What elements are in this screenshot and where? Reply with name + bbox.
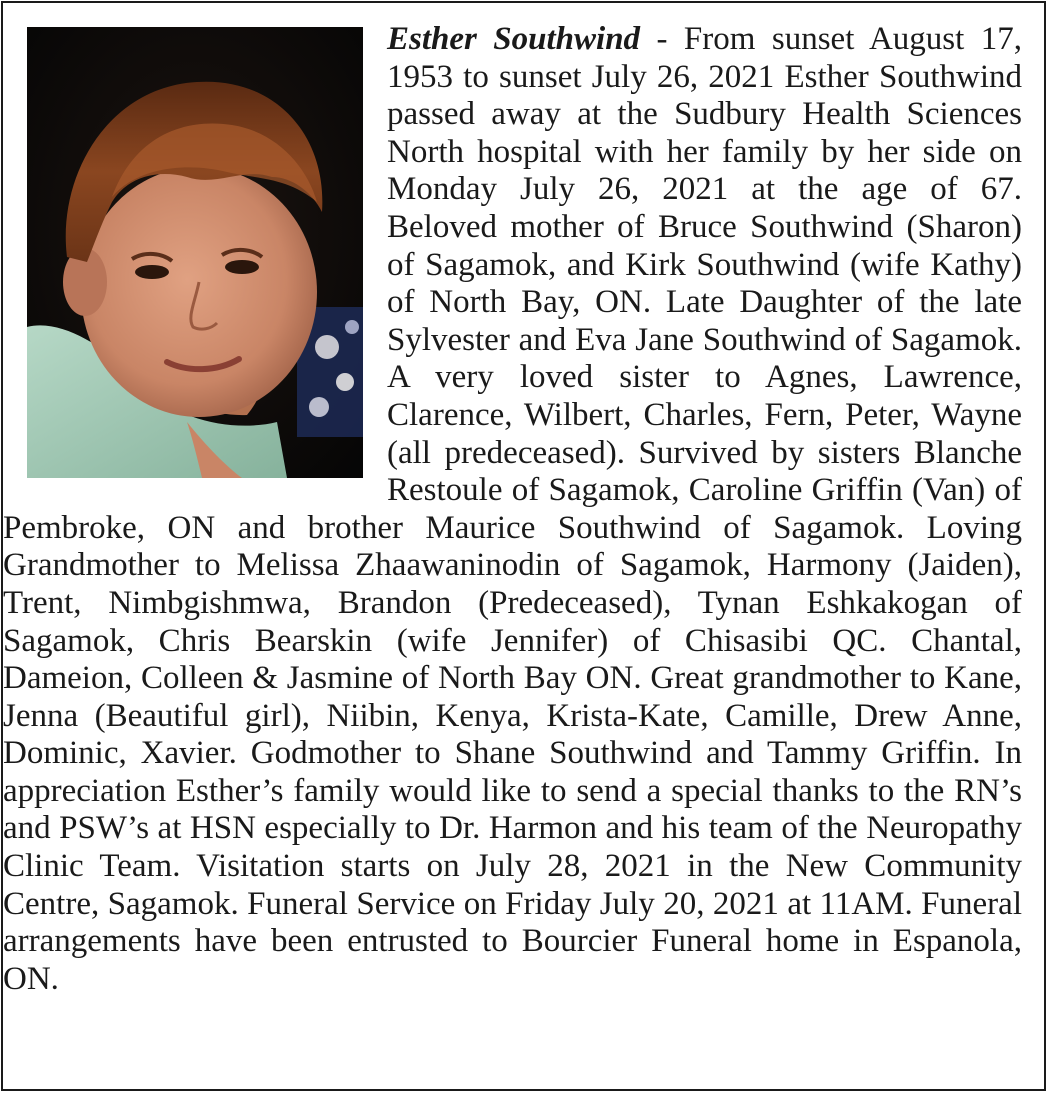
deceased-name: Esther Southwind [387, 21, 641, 57]
portrait-photo [27, 27, 363, 478]
portrait-illustration [27, 27, 363, 478]
obituary-body: From sunset August 17, 1953 to sunset July 26, 2021 Esther Southwind passed away at the Sudbury Health Sciences North hospital with her family by her side on Monday July 26, 2021 at the age of 67. Beloved mother of Bruce Southwind (Sharon) of Sagamok, and Kirk Southwind (wife Kathy) of North Bay, ON. Late Daughter of the late Sylvester and Eva Jane Southwind of Sagamok. A very loved sister to Agnes, Lawrence, Clarence, Wilbert, Charles, Fern, Peter, Wayne (all predeceased). Survived by sisters Blanche Restoule of Sagamok, Caroline Griffin (Van) of Pembroke, ON and brother Maurice Southwind of Sagamok. Loving Grandmother to Melissa Zhaawaninodin of Sagamok, Harmony (Jaiden), Trent, Nimbgishmwa, Brandon (Predeceased), Tynan Eshkakogan of Sagamok, Chris Bearskin (wife Jennifer) of Chisasibi QC. Chantal, Dameion, Colleen & Jasmine of North Bay ON. Great grandmother to Kane, Jenna (Beautiful girl), Niibin, Kenya, Krista-Kate, Camille, Drew Anne, Dominic, Xavier. Godmother to Shane Southwind and Tammy Griffin. In appreciation Esther’s family would like to send a special thanks to the RN’s and PSW’s at HSN especially to Dr. Harmon and his team of the Neuropathy Clinic Team. Visitation starts on July 28, 2021 in the New Community Centre, Sagamok. Funeral Service on Friday July 20, 2021 at 11AM. Funeral arrangements have been entrusted to Bourcier Funeral home in Espanola, ON. [3, 21, 1022, 997]
name-separator: - [640, 21, 684, 57]
obituary-notice [1, 1, 1046, 1091]
